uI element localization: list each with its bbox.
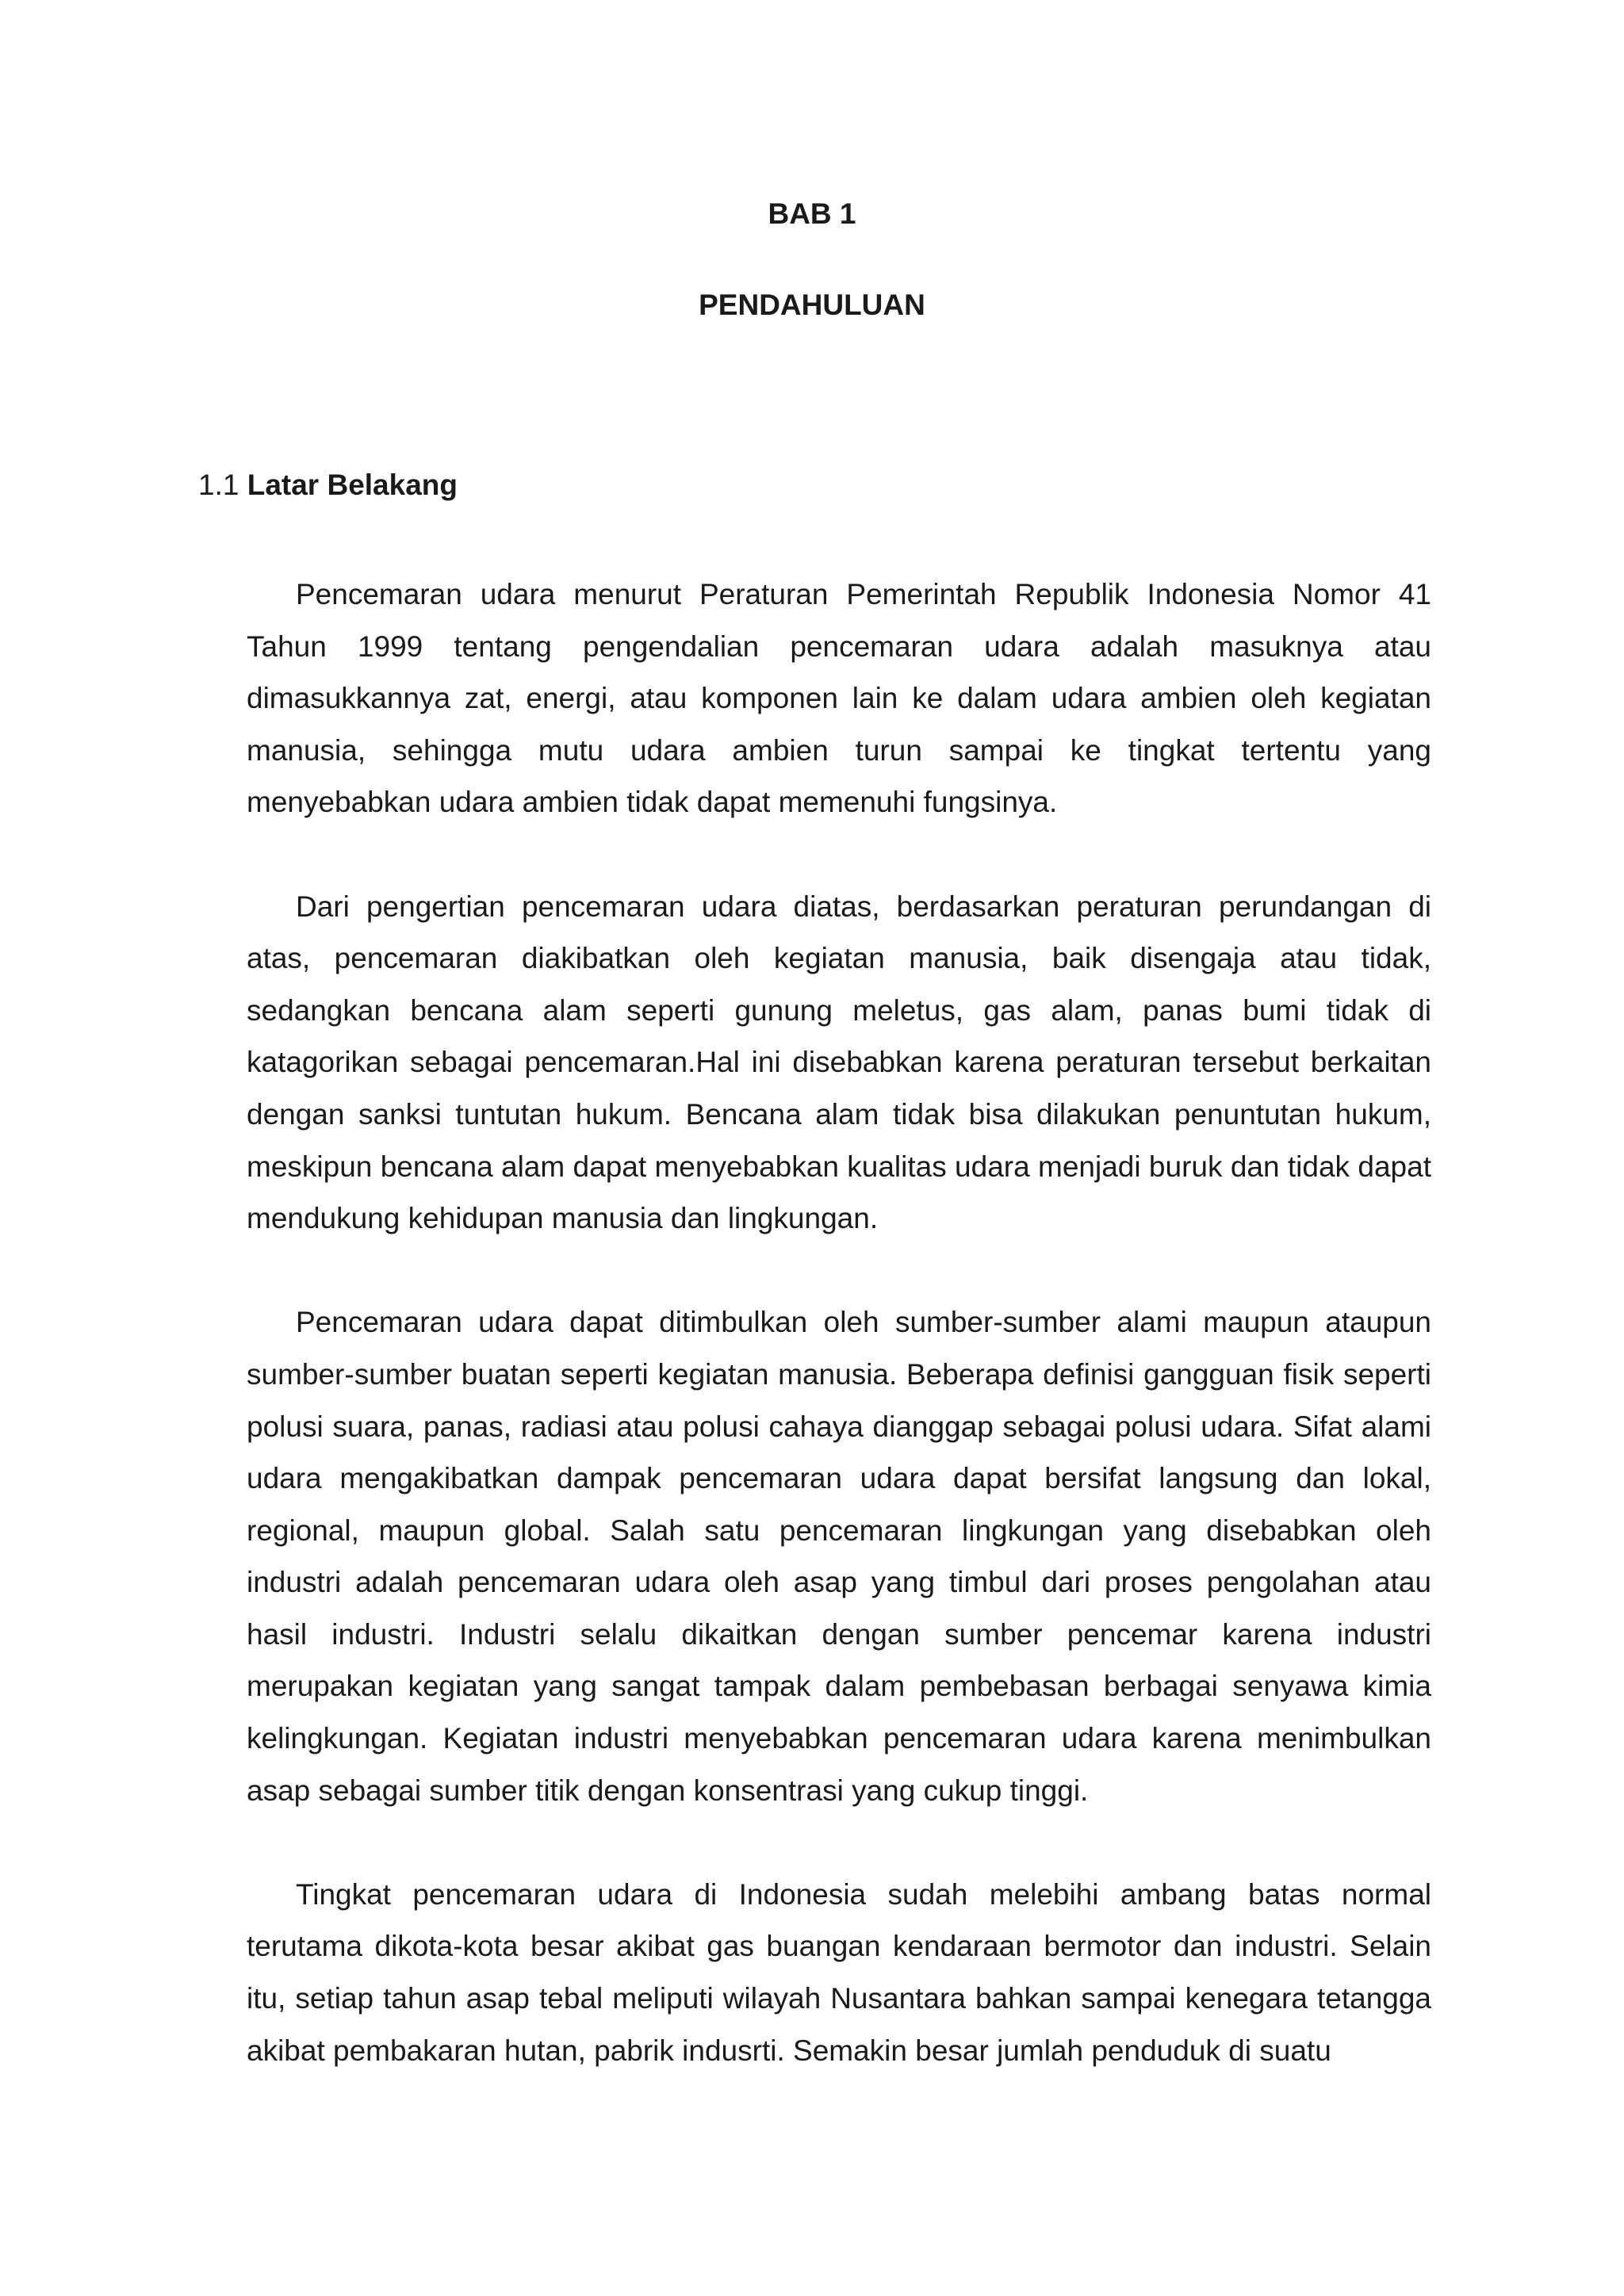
paragraph-3: Pencemaran udara dapat ditimbulkan oleh sumber-sumber alami maupun ataupun sumber-sumber buatan seperti kegiatan manusia. Beberapa definisi gangguan fisik seperti polusi suara, panas, radiasi atau polusi cahaya dianggap sebagai polusi udara. Sifat alami udara mengakibatkan dampak pencemaran udara dapat bersifat langsung dan lokal, regional, maupun global. Salah satu pencemaran lingkungan yang disebabkan oleh industri adalah pencemaran udara oleh asap yang timbul dari proses pengolahan atau hasil industri. Industri selalu dikaitkan dengan sumber pencemar karena industri merupakan kegiatan yang sangat tampak dalam pembebasan berbagai senyawa kimia kelingkungan. Kegiatan industri menyebabkan pencemaran udara karena menimbulkan asap sebagai sumber titik dengan konsentrasi yang cukup tinggi. (247, 1306, 1431, 1807)
paragraph-1: Pencemaran udara menurut Peraturan Pemerintah Republik Indonesia Nomor 41 Tahun 1999 tentang pengendalian pencemaran udara adalah masuknya atau dimasukkannya zat, energi, atau komponen lain ke dalam udara ambien oleh kegiatan manusia, sehingga mutu udara ambien turun sampai ke tingkat tertentu yang menyebabkan udara ambien tidak dapat memenuhi fungsinya. (247, 578, 1431, 819)
body-text (247, 568, 1431, 2076)
section-heading (198, 466, 458, 504)
chapter-number: BAB 1 (768, 197, 856, 230)
paragraph-4: Tingkat pencemaran udara di Indonesia sudah melebihi ambang batas normal terutama dikota-kota besar akibat gas buangan kendaraan bermotor dan industri. Selain itu, setiap tahun asap tebal meliputi wilayah Nusantara bahkan sampai kenegara tetangga akibat pembakaran hutan, pabrik indusrti. Semakin besar jumlah penduduk di suatu (247, 1877, 1431, 2067)
chapter-title: PENDAHULUAN (699, 289, 925, 321)
section-title: Latar Belakang (247, 469, 458, 501)
section-number: 1.1 (198, 469, 239, 501)
paragraph-2: Dari pengertian pencemaran udara diatas, berdasarkan peraturan perundangan di atas, pencemaran diakibatkan oleh kegiatan manusia, baik disengaja atau tidak, sedangkan bencana alam seperti gunung meletus, gas alam, panas bumi tidak di katagorikan sebagai pencemaran.Hal ini disebabkan karena peraturan tersebut berkaitan dengan sanksi tuntutan hukum. Bencana alam tidak bisa dilakukan penuntutan hukum, meskipun bencana alam dapat menyebabkan kualitas udara menjadi buruk dan tidak dapat mendukung kehidupan manusia dan lingkungan. (247, 890, 1431, 1235)
